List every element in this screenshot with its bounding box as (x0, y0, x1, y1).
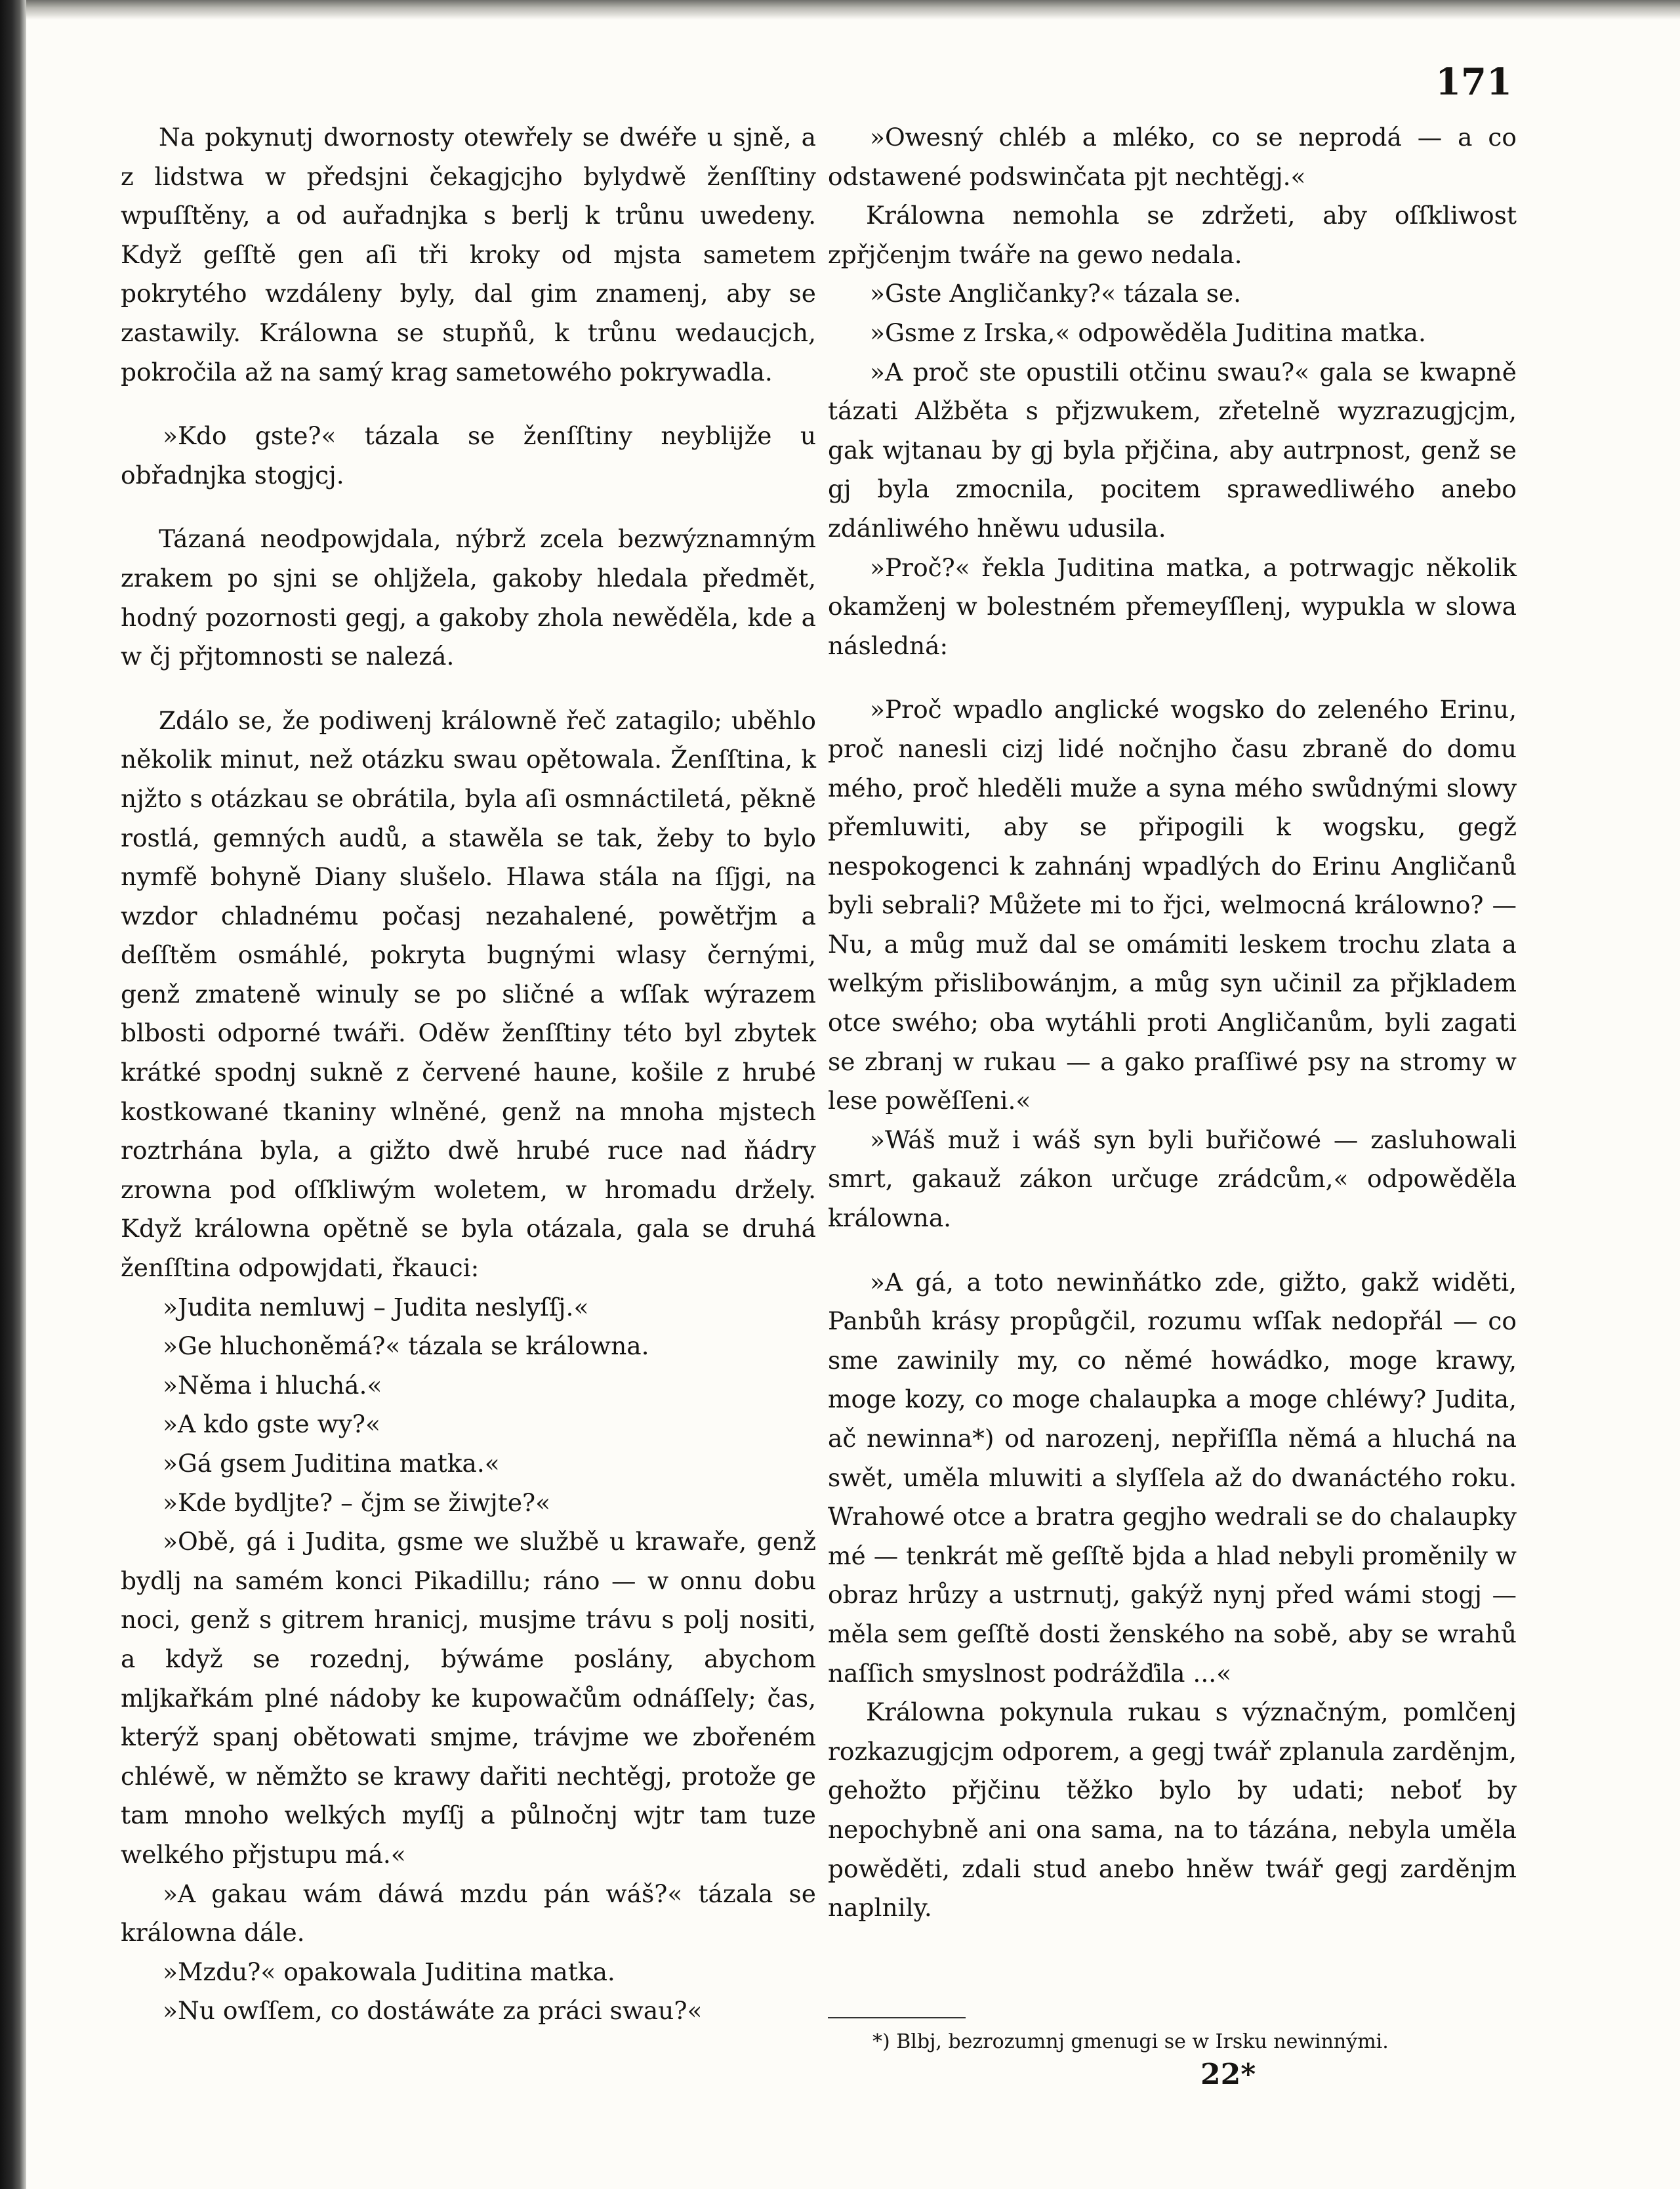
dialogue-line: »Proč wpadlo anglické wogsko do zeleného Erinu, proč nanesli cizj lidé nočnjho času zbraně do domu mého, proč hleděli muže a syna mého swůdnými slowy přemluwiti, aby se připogili k wogsku, gegž nespokogenci k zahnánj wpadlých do Erinu Angličanů byli sebrali? Můžete mi to řjci, welmocná králowno? — Nu, a můg muž dal se omámiti leskem trochu zlata a welkým přislibowánjm, a můg syn učinil za přjkladem otce swého; oba wytáhli proti Angličanům, byli zagati se zbranj w rukau — a gako praſſiwé psy na stromy w lese powěſſeni.« (828, 695, 1517, 1115)
printer-signature-mark: 22* (1200, 2058, 1256, 2091)
paragraph: Na pokynutj dwornosty otewřely se dwéře u sjně, a z lidstwa w předsjni čekagjcjho bylydwě ženſſtiny wpuſſtěny, a od auřadnjka s berlj k trůnu uwedeny. Když geſſtě gen aſi tři kroky od mjsta sametem pokrytého wzdáleny byly, dal gim znamenj, aby se zastawily. Králowna se stupňů, k trůnu wedaucjch, pokročila až na samý krag sametowého pokrywadla. (121, 123, 816, 386)
footnote-rule (828, 2017, 966, 2018)
book-binding-shadow (0, 0, 26, 2189)
dialogue-line: »Wáš muž i wáš syn byli buřičowé — zasluhowali smrt, gakauž zákon určuge zrádcům,« odpowěděla králowna. (828, 1125, 1517, 1233)
scan-top-edge (26, 0, 1680, 20)
dialogue-line: »Gsme z Irska,« odpowěděla Juditina matka. (870, 318, 1426, 347)
paragraph: Tázaná neodpowjdala, nýbrž zcela bezwýznamným zrakem po sjni se ohljžela, gakoby hledala předmět, hodný pozornosti gegj, a gakoby zhola newěděla, kde a w čj přjtomnosti se nalezá. (121, 524, 816, 671)
left-column (121, 118, 816, 2031)
page-number: 171 (1435, 60, 1512, 104)
paragraph: Králowna pokynula rukau s význačným, pomlčenj rozkazugjcjm odporem, a gegj twář zplanula zarděnjm, gehožto přjčinu těžko bylo by udati; neboť by nepochybně ani ona sama, na to tázána, nebyla uměla powěděti, zdali stud anebo hněw twář gegj zarděnjm naplnily. (828, 1698, 1517, 1923)
dialogue-line: »Gste Angličanky?« tázala se. (870, 279, 1242, 308)
dialogue-line: »Gá gsem Juditina matka.« (163, 1449, 500, 1478)
dialogue-line: »Owesný chléb a mléko, co se neprodá — a co odstawené podswinčata pjt nechtěgj.« (828, 123, 1517, 191)
dialogue-line: »Nu owſſem, co dostáwáte za práci swau?« (163, 1996, 703, 2026)
dialogue-line: »A gakau wám dáwá mzdu pán wáš?« tázala se králowna dále. (121, 1879, 816, 1948)
footnote: *) Blbj, bezrozumnj gmenugi se w Irsku newinnými. (872, 2030, 1389, 2053)
dialogue-line: »A kdo gste wy?« (163, 1409, 380, 1439)
dialogue-line: »Kdo gste?« tázala se ženſſtiny neyblijže u obřadnjka stogjcj. (121, 421, 816, 490)
dialogue-line: »A gá, a toto newinňátko zde, gižto, gakž widěti, Panbůh krásy propůgčil, rozumu wſſak nedopřál — co sme zawinily my, co němé howádko, moge krawy, moge kozy, co moge chalaupka a moge chléwy? Judita, ač newinna*) od narozenj, nepřiſſla němá a hluchá na swět, uměla mluwiti a slyſſela až do dwanáctého roku. Wrahowé otce a bratra gegjho wedrali se do chalaupky mé — tenkrát mě geſſtě bjda a hlad nebyli proměnily w obraz hrůzy a ustrnutj, gakýž nynj před wámi stogj — měla sem geſſtě dosti ženského na sobě, aby se wrahů naſſich smyslnost podrážďila ...« (828, 1267, 1517, 1688)
paragraph: Králowna nemohla se zdržeti, aby oſſkliwost zpřjčenjm twáře na gewo nedala. (828, 201, 1517, 269)
dialogue-line: »Něma i hluchá.« (163, 1370, 382, 1400)
dialogue-line: »Kde bydljte? – čjm se žiwjte?« (163, 1488, 551, 1517)
dialogue-line: »Judita nemluwj – Judita neslyſſj.« (163, 1292, 589, 1322)
dialogue-line: »Proč?« řekla Juditina matka, a potrwagjc několik okamženj w bolestném přemeyſſlenj, wypukla w slowa následná: (828, 552, 1517, 660)
dialogue-line: »A proč ste opustili otčinu swau?« gala se kwapně tázati Alžběta s přjzwukem, zřetelně wyzrazugjcjm, gak wjtanau by gj byla přjčina, aby autrpnost, genž se gj byla zmocnila, pocitem sprawedliwého anebo zdánliwého hněwu udusila. (828, 357, 1517, 543)
right-column (828, 118, 1517, 1928)
dialogue-line: »Mzdu?« opakowala Juditina matka. (163, 1957, 615, 1986)
dialogue-line: »Ge hluchoněmá?« tázala se králowna. (163, 1331, 649, 1361)
paragraph: Zdálo se, že podiwenj králowně řeč zatagilo; uběhlo několik minut, než otázku swau opětowala. Ženſſtina, k njžto s otázkau se obrátila, byla aſi osmnáctiletá, pěkně rostlá, gemných audů, a stawěla se tak, žeby to bylo nymfě bohyně Diany slušelo. Hlawa stála na ſſjgi, na wzdor chladnému počasj nezahalené, powětřjm a deſſtěm osmáhlé, pokryta bugnými wlasy černými, genž zmateně winuly se po sličné a wſſak wýrazem blbosti odporné twáři. Oděw ženſſtiny této byl zbytek krátké spodnj sukně z červené haune, košile z hrubé kostkowané tkaniny wlněné, genž na mnoha mjstech roztrhána byla, a gižto dwě hrubé ruce nad ňádry zrowna pod oſſkliwým woletem, w hromadu držely. Když králowna opětně se byla otázala, gala se druhá ženſſtina odpowjdati, řkauci: (121, 705, 816, 1283)
dialogue-line: »Obě, gá i Judita, gsme we službě u krawaře, genž bydlj na samém konci Pikadillu; ráno — w onnu dobu noci, genž s gitrem hranicj, musjme trávu s polj nositi, a když se rozednj, býwáme poslány, abychom mljkařkám plné nádoby ke kupowačům odnáſſely; čas, kterýž spanj obětowati smjme, trávjme we zbořeném chléwě, w němžto se krawy dařiti nechtěgj, protože ge tam mnoho welkých myſſj a půlnočnj wjtr tam tuze welkého přjstupu má.« (121, 1527, 816, 1869)
